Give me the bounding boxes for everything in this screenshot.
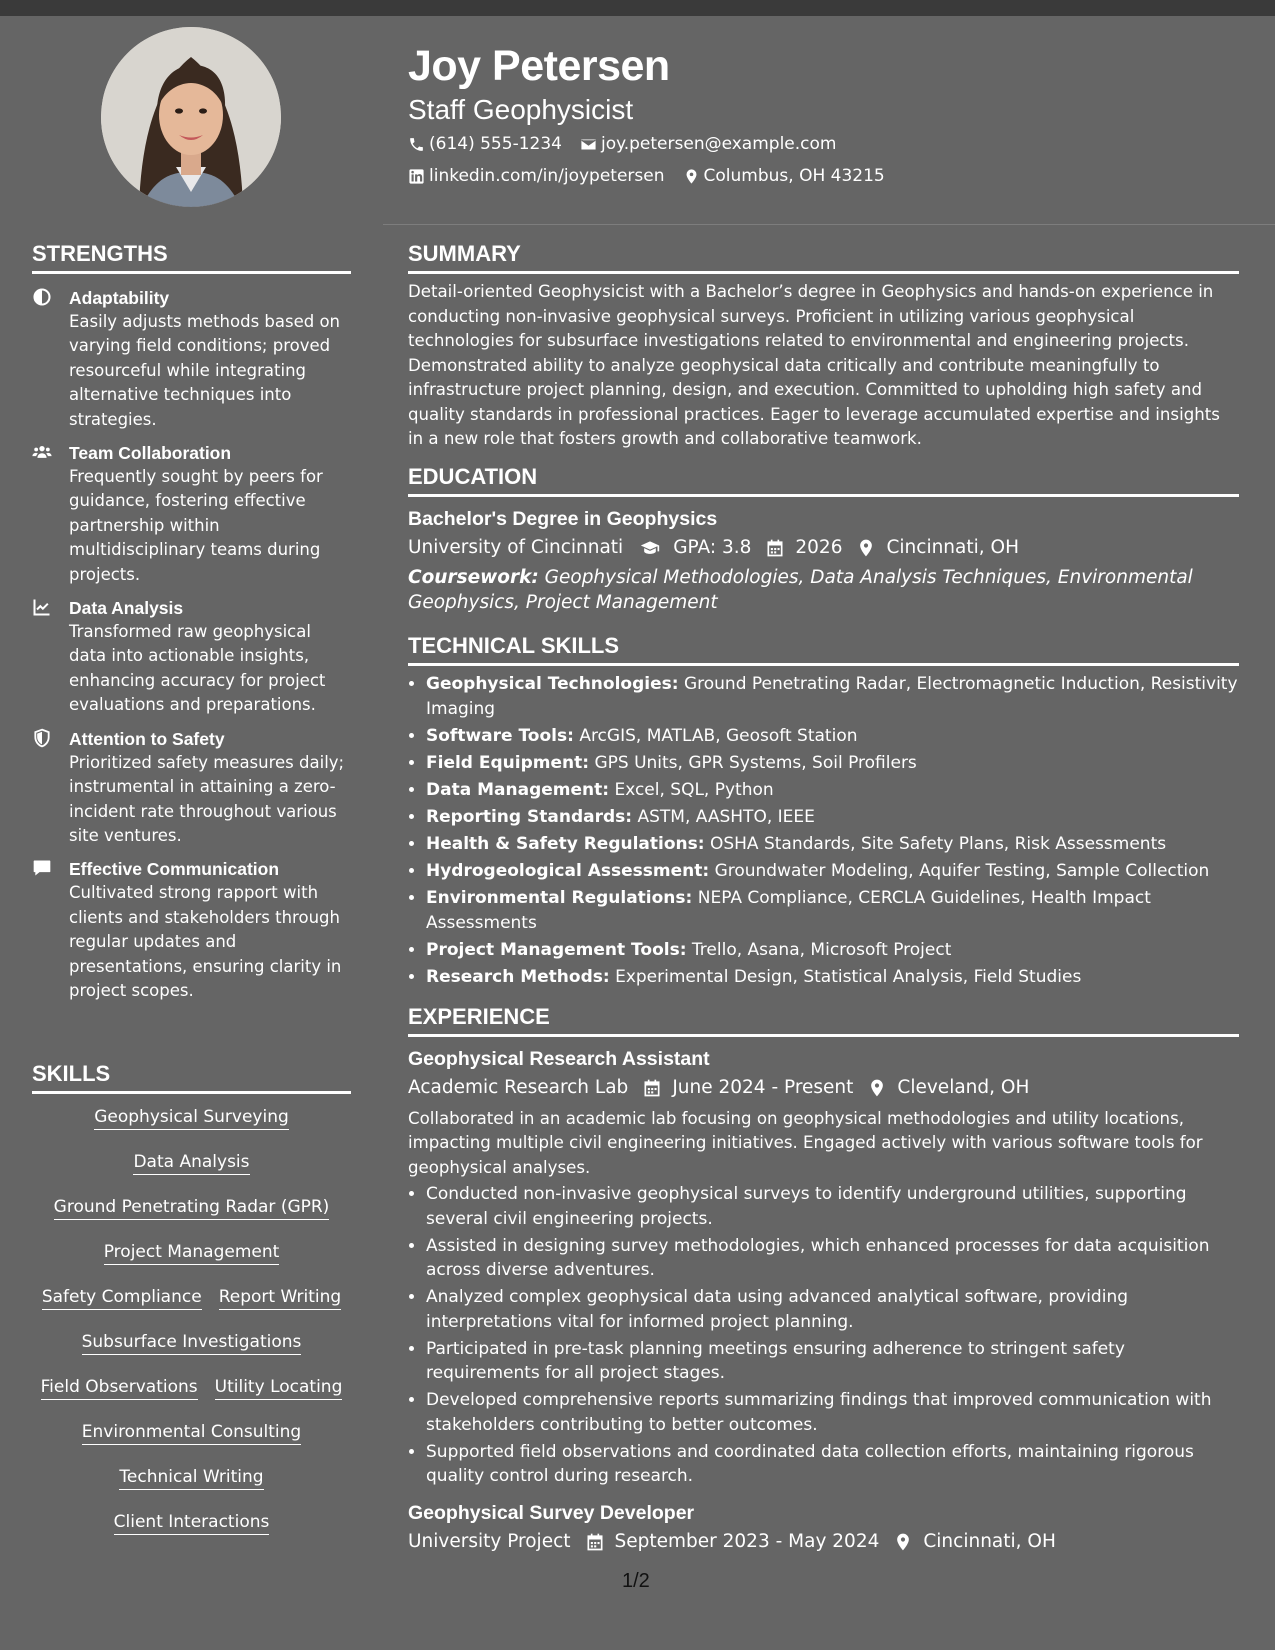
job-meta [408,1073,1239,1103]
contact-row-primary [408,134,854,154]
summary-section [408,241,1239,452]
contact-row-secondary [408,166,903,186]
degree-title: Bachelor's Degree in Geophysics [408,507,718,530]
calendar-icon [765,538,785,558]
gpa-text: GPA: 3.8 [673,536,752,558]
experience-heading: EXPERIENCE [408,1004,1239,1037]
linkedin-contact[interactable] [408,166,665,186]
technical-skills-section [408,633,1239,990]
phone-text: (614) 555-1234 [429,134,562,154]
linkedin-icon [408,168,425,185]
list-item: • Analyzed complex geophysical data using advanced analytical software, providing interpretations vital for informed project planning. [426,1285,1239,1334]
email-text: joy.petersen@example.com [600,134,837,154]
strength-title: Effective Communication [69,859,280,880]
job-org: Academic Research Lab [408,1076,629,1098]
skill-chip: Geophysical Surveying [94,1106,289,1130]
main-column [408,241,1239,1557]
job-location: Cleveland, OH [897,1076,1030,1098]
job-org: University Project [408,1530,571,1552]
education-section [408,464,1239,615]
candidate-title: Staff Geophysicist [408,94,634,125]
job-summary: Collaborated in an academic lab focusing on geophysical methodologies and utility locations, impacting multiple civil engineering initiatives. Engaged actively with various software tools for geophysical analyses. [408,1108,1203,1177]
technical-skills-heading: TECHNICAL SKILLS [408,633,1239,666]
coursework-list: Geophysical Methodologies, Data Analysis Techniques, Environmental Geophysics, Project Management [408,566,1193,613]
skill-chip: Subsurface Investigations [82,1331,302,1355]
list-item: • Geophysical Technologies: Ground Penetrating Radar, Electromagnetic Induction, Resistivity Imaging [426,672,1239,722]
strength-item [32,441,351,587]
strength-title: Adaptability [69,288,170,308]
strength-title: Team Collaboration [69,443,232,464]
experience-section [408,1004,1239,1557]
skill-chip: Client Interactions [114,1511,270,1535]
job-title: Geophysical Survey Developer [408,1501,695,1524]
graduation-year: 2026 [795,536,843,558]
skill-chip: Project Management [104,1241,280,1265]
job-dates: September 2023 - May 2024 [614,1530,880,1552]
map-pin-icon [867,1078,887,1098]
linkedin-text: linkedin.com/in/joypetersen [429,166,665,186]
summary-heading: SUMMARY [408,241,1239,274]
profile-photo [101,27,281,207]
list-item: • Conducted non-invasive geophysical surveys to identify underground utilities, supporting several civil engineering projects. [426,1182,1239,1231]
list-item: • Participated in pre-task planning meetings ensuring adherence to stringent safety requirements for all project stages. [426,1337,1239,1386]
email-contact[interactable] [580,134,837,154]
strength-title: Data Analysis [69,598,184,619]
strength-item [32,286,351,432]
strength-item [32,857,351,1003]
header-divider [383,224,1275,225]
location-contact [683,166,885,186]
envelope-icon [580,136,597,153]
strength-desc: Easily adjusts methods based on varying field conditions; proved resourceful while integrating alternative techniques into strategies. [69,312,341,429]
calendar-icon [585,1532,605,1552]
skills-section [32,1061,351,1556]
phone-contact[interactable] [408,134,562,154]
strength-desc: Prioritized safety measures daily; instrumental in attaining a zero-incident rate throughout various site ventures. [69,752,345,845]
top-bar [0,0,1275,16]
list-item: • Supported field observations and coordinated data collection efforts, maintaining rigorous quality control during research. [426,1440,1239,1489]
strength-desc: Transformed raw geophysical data into actionable insights, enhancing accuracy for project evaluations and preparations. [69,622,326,715]
list-item: • Data Management: Excel, SQL, Python [426,778,1239,803]
strength-item [32,596,351,718]
skill-chip: Technical Writing [119,1466,263,1490]
list-item: • Hydrogeological Assessment: Groundwater Modeling, Aquifer Testing, Sample Collection [426,859,1239,884]
users-icon [32,442,52,462]
job-title: Geophysical Research Assistant [408,1047,710,1070]
job-location: Cincinnati, OH [923,1530,1056,1552]
job-meta [408,1527,1239,1557]
skill-chip: Report Writing [219,1286,341,1310]
calendar-icon [642,1078,662,1098]
summary-text: Detail-oriented Geophysicist with a Bachelor’s degree in Geophysics and hands-on experience in conducting non-invasive geophysical surveys. Proficient in utilizing various geophysical technologies for subsurface investigations related to environmental and engineering projects. Demonstrated ability to analyze geophysical data critically and contribute meaningfully to infrastructure project planning, design, and execution. Committed to upholding high safety and quality standards in professional practices. Eager to leverage accumulated expertise and insights in a new role that fosters growth and collaborative teamwork. [408,282,1220,448]
strengths-heading: STRENGTHS [32,241,351,274]
skills-heading: SKILLS [32,1061,351,1094]
skill-chip: Field Observations [41,1376,198,1400]
speech-bubble-icon [32,858,52,878]
strength-title: Attention to Safety [69,728,225,749]
list-item: • Health & Safety Regulations: OSHA Standards, Site Safety Plans, Risk Assessments [426,832,1239,857]
coursework [408,565,1239,615]
map-pin-icon [893,1532,913,1552]
school-location: Cincinnati, OH [886,536,1019,558]
list-item: • Research Methods: Experimental Design, Statistical Analysis, Field Studies [426,965,1239,990]
shield-icon [32,728,52,748]
skill-chip: Safety Compliance [42,1286,202,1310]
list-item: • Environmental Regulations: NEPA Compliance, CERCLA Guidelines, Health Impact Assessments [426,886,1239,936]
half-circle-icon [32,287,52,307]
school-name: University of Cincinnati [408,536,624,558]
location-text: Columbus, OH 43215 [703,166,885,186]
list-item: • Field Equipment: GPS Units, GPR Systems, Soil Profilers [426,751,1239,776]
skill-chip: Data Analysis [133,1151,249,1175]
list-item: • Project Management Tools: Trello, Asana, Microsoft Project [426,938,1239,963]
strength-desc: Cultivated strong rapport with clients and stakeholders through regular updates and presentations, ensuring clarity in project scopes. [69,883,342,1000]
list-item: • Software Tools: ArcGIS, MATLAB, Geosoft Station [426,724,1239,749]
job-dates: June 2024 - Present [672,1076,854,1098]
candidate-name: Joy Petersen [408,42,670,90]
map-pin-icon [683,168,700,185]
strength-desc: Frequently sought by peers for guidance, fostering effective partnership within multidisciplinary teams during projects. [69,467,323,584]
list-item: • Reporting Standards: ASTM, AASHTO, IEEE [426,805,1239,830]
education-heading: EDUCATION [408,464,1239,497]
graduation-cap-icon [637,538,663,558]
strengths-section [32,241,351,1003]
list-item: • Assisted in designing survey methodologies, which enhanced processes for data acquisition across diverse adventures. [426,1234,1239,1283]
page-number: 1/2 [622,1570,650,1592]
skill-chip: Environmental Consulting [82,1421,301,1445]
line-chart-icon [32,597,52,617]
phone-icon [408,136,425,153]
list-item: • Developed comprehensive reports summarizing findings that improved communication with stakeholders contributing to better outcomes. [426,1388,1239,1437]
strength-item [32,727,351,849]
skill-chip: Utility Locating [215,1376,343,1400]
map-pin-icon [856,538,876,558]
skill-chip: Ground Penetrating Radar (GPR) [54,1196,330,1220]
coursework-label: Coursework: [408,566,539,588]
education-meta [408,533,1239,563]
